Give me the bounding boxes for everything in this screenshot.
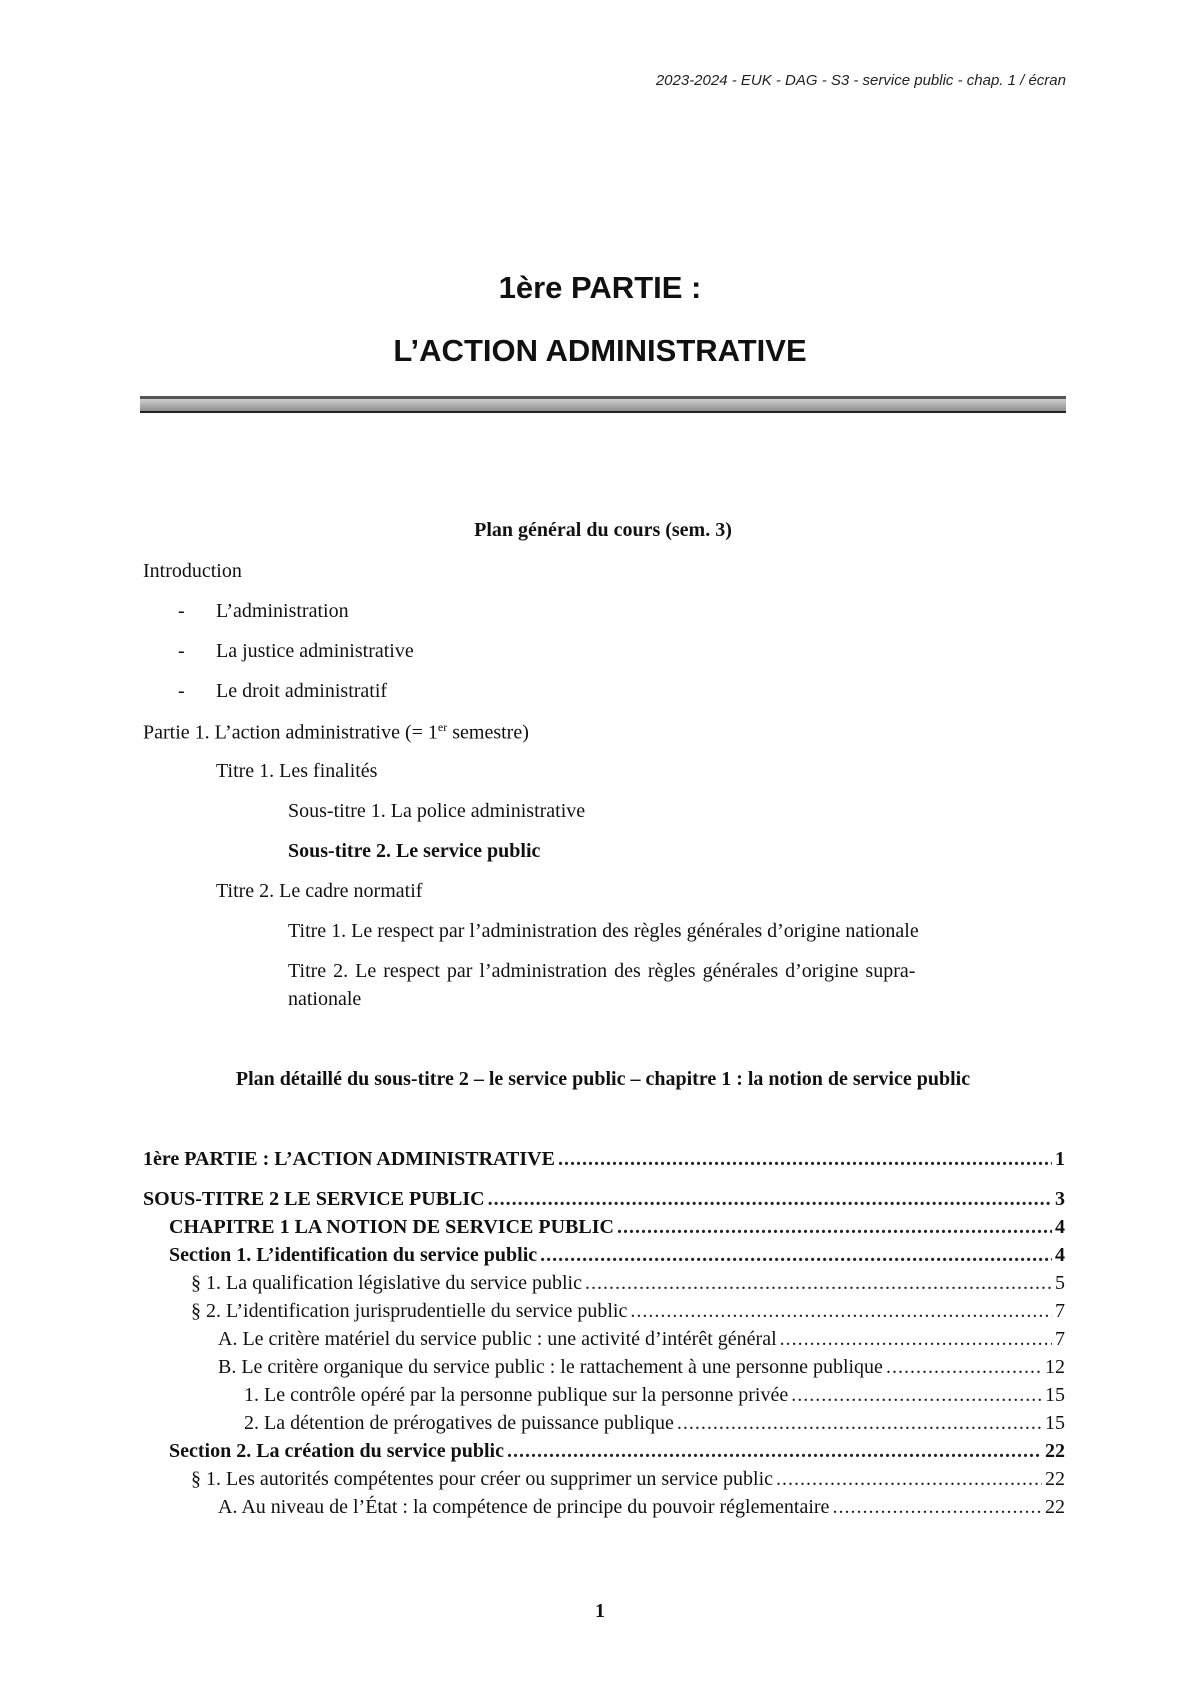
toc-page: 22 — [1045, 1440, 1065, 1462]
toc-entry: B. Le critère organique du service public : le rattachement à une personne publique — [218, 1356, 883, 1378]
toc-entry: SOUS-TITRE 2 LE SERVICE PUBLIC — [143, 1188, 485, 1210]
titre2-sub1-line: Titre 1. Le respect par l’administration des règles générales d’origine nationale — [288, 920, 919, 942]
toc-leader — [558, 1148, 1052, 1171]
introduction-label: Introduction — [143, 560, 242, 582]
toc-leader — [886, 1356, 1042, 1379]
toc-leader — [791, 1384, 1042, 1407]
toc-page: 22 — [1045, 1468, 1065, 1490]
toc-entry: Section 1. L’identification du service public — [169, 1244, 538, 1266]
toc-page: 7 — [1055, 1328, 1065, 1350]
toc-row[interactable] — [143, 1272, 1065, 1295]
toc-leader — [780, 1328, 1052, 1351]
intro-item — [178, 640, 414, 663]
toc-row[interactable] — [143, 1328, 1065, 1351]
toc-row[interactable] — [143, 1468, 1065, 1491]
titre2-line: Titre 2. Le cadre normatif — [216, 880, 423, 902]
toc-row[interactable] — [143, 1384, 1065, 1407]
titre2-sub2-line: Titre 2. Le respect par l’administration des règles générales d’origine supra- — [288, 960, 916, 982]
toc-row[interactable] — [143, 1496, 1065, 1519]
intro-item-label: La justice administrative — [216, 640, 414, 662]
toc-page: 15 — [1045, 1384, 1065, 1406]
toc-page: 22 — [1045, 1496, 1065, 1518]
toc-entry: § 2. L’identification jurisprudentielle du service public — [191, 1300, 628, 1322]
bullet: - — [178, 600, 185, 622]
toc-entry: Section 2. La création du service public — [169, 1440, 504, 1462]
plan-general-heading: Plan général du cours (sem. 3) — [474, 519, 732, 541]
toc-leader — [540, 1244, 1052, 1267]
toc-leader — [630, 1300, 1052, 1323]
toc-entry: A. Le critère matériel du service public : une activité d’intérêt général — [218, 1328, 777, 1350]
toc-row[interactable] — [143, 1244, 1065, 1267]
toc-row[interactable] — [143, 1356, 1065, 1379]
toc-entry: 2. La détention de prérogatives de puissance publique — [244, 1412, 674, 1434]
toc-leader — [585, 1272, 1052, 1295]
toc-entry: 1ère PARTIE : L’ACTION ADMINISTRATIVE — [143, 1148, 555, 1170]
sous-titre1-line: Sous-titre 1. La police administrative — [288, 800, 586, 822]
intro-item-label: Le droit administratif — [216, 680, 388, 702]
intro-item-label: L’administration — [216, 600, 349, 622]
toc-page: 4 — [1055, 1244, 1065, 1266]
toc-row[interactable] — [143, 1148, 1065, 1171]
toc-leader — [488, 1188, 1052, 1211]
toc-row[interactable] — [143, 1300, 1065, 1323]
toc-leader — [677, 1412, 1042, 1435]
plan-detaille-heading: Plan détaillé du sous-titre 2 – le service public – chapitre 1 : la notion de service public — [235, 1068, 971, 1090]
toc-page: 12 — [1045, 1356, 1065, 1378]
bullet: - — [178, 680, 185, 702]
toc-entry: § 1. La qualification législative du service public — [191, 1272, 582, 1294]
intro-item — [178, 600, 349, 623]
running-header: 2023-2024 - EUK - DAG - S3 - service public - chap. 1 / écran — [655, 72, 1066, 89]
intro-item — [178, 680, 388, 703]
toc-entry: § 1. Les autorités compétentes pour créer ou supprimer un service public — [191, 1468, 774, 1490]
titre1-line: Titre 1. Les finalités — [216, 760, 378, 782]
title-divider — [140, 396, 1066, 413]
partie1-prefix: Partie 1. L’action administrative (= 1 — [143, 721, 438, 744]
toc-page: 15 — [1045, 1412, 1065, 1434]
toc-leader — [832, 1496, 1042, 1519]
toc-row[interactable] — [143, 1216, 1065, 1239]
sous-titre2-line: Sous-titre 2. Le service public — [288, 840, 541, 862]
page-number: 1 — [595, 1600, 605, 1622]
partie1-sup: er — [437, 720, 448, 734]
toc-page: 4 — [1055, 1216, 1065, 1238]
partie1-suffix: semestre) — [447, 721, 529, 744]
toc-page: 3 — [1055, 1188, 1065, 1210]
toc-page: 5 — [1055, 1272, 1065, 1294]
toc-leader — [617, 1216, 1052, 1239]
bullet: - — [178, 640, 185, 662]
partie1-line — [143, 720, 529, 745]
toc-row[interactable] — [143, 1440, 1065, 1463]
toc-leader — [776, 1468, 1042, 1491]
toc-page: 7 — [1055, 1300, 1065, 1322]
toc-entry: 1. Le contrôle opéré par la personne publique sur la personne privée — [244, 1384, 789, 1406]
part-title-line1: 1ère PARTIE : — [498, 270, 702, 305]
toc-page: 1 — [1055, 1148, 1065, 1170]
titre2-sub2-line-cont: nationale — [288, 988, 362, 1010]
part-title-line2: L’ACTION ADMINISTRATIVE — [393, 333, 807, 368]
toc-entry: A. Au niveau de l’État : la compétence de principe du pouvoir réglementaire — [218, 1496, 830, 1518]
toc-row[interactable] — [143, 1188, 1065, 1211]
toc-leader — [507, 1440, 1042, 1463]
toc-entry: CHAPITRE 1 LA NOTION DE SERVICE PUBLIC — [169, 1216, 614, 1238]
toc-row[interactable] — [143, 1412, 1065, 1435]
